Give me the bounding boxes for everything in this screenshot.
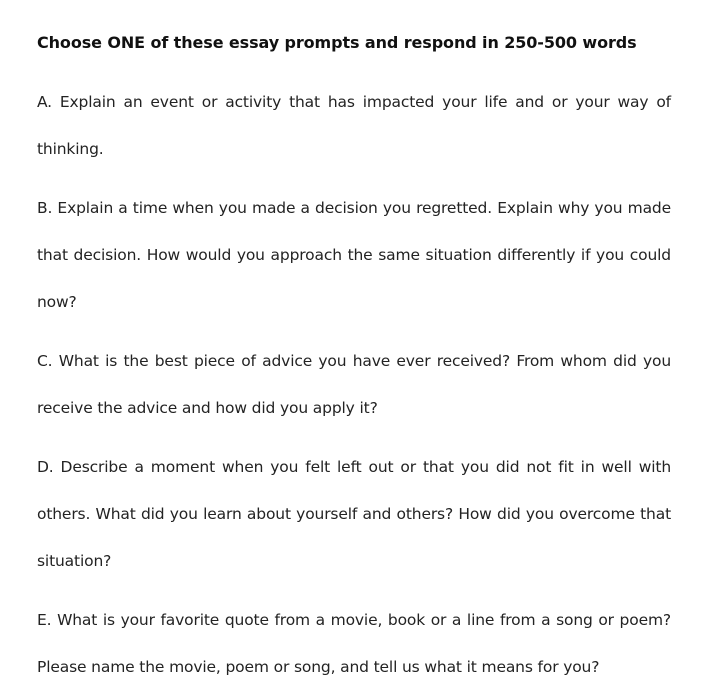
prompt-e: E. What is your favorite quote from a movie, book or a line from a song or poem? Please name the movie, poem or song, and tell us what it means for you?	[37, 611, 671, 676]
prompt-a: A. Explain an event or activity that has impacted your life and or your way of thinking.	[37, 93, 671, 158]
page-title: Choose ONE of these essay prompts and respond in 250-500 words	[37, 33, 637, 52]
document-body	[37, 30, 671, 691]
prompt-c: C. What is the best piece of advice you have ever received? From whom did you receive the advice and how did you apply it?	[37, 352, 671, 417]
prompt-b: B. Explain a time when you made a decision you regretted. Explain why you made that decision. How would you approach the same situation differently if you could now?	[37, 199, 671, 311]
prompt-d: D. Describe a moment when you felt left out or that you did not fit in well with others. What did you learn about yourself and others? How did you overcome that situation?	[37, 458, 671, 570]
